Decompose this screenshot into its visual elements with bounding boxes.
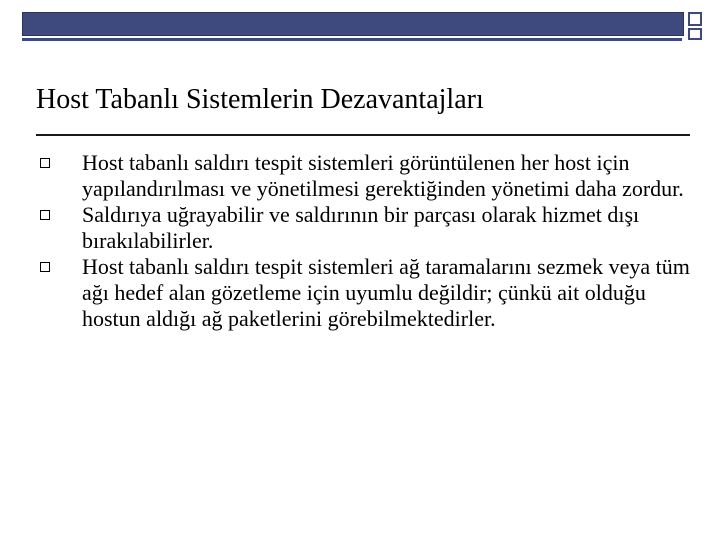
bullet-text: Host tabanlı saldırı tespit sistemleri ağ taramalarını sezmek veya tüm ağı hedef alan gözetleme için uyumlu değildir; çünkü ait olduğu hostun aldığı ağ paketlerini görebilmektedirler.	[82, 254, 690, 331]
hollow-square-icon	[40, 202, 82, 228]
corner-square-icon	[688, 12, 702, 26]
header-underline	[22, 38, 682, 41]
header-bar	[22, 12, 684, 36]
list-item	[40, 150, 690, 202]
list-item	[40, 202, 690, 254]
corner-square-icon	[688, 28, 702, 40]
list-item	[40, 254, 690, 332]
bullet-list	[40, 150, 690, 332]
slide-title: Host Tabanlı Sistemlerin Dezavantajları	[36, 84, 484, 115]
hollow-square-icon	[40, 150, 82, 176]
hollow-square-icon	[40, 254, 82, 280]
title-divider	[36, 134, 690, 136]
bullet-text: Saldırıya uğrayabilir ve saldırının bir parçası olarak hizmet dışı bırakılabilirler.	[82, 202, 640, 253]
bullet-text: Host tabanlı saldırı tespit sistemleri görüntülenen her host için yapılandırılması ve yönetilmesi gerektiğinden yönetimi daha zordur.	[82, 150, 684, 201]
